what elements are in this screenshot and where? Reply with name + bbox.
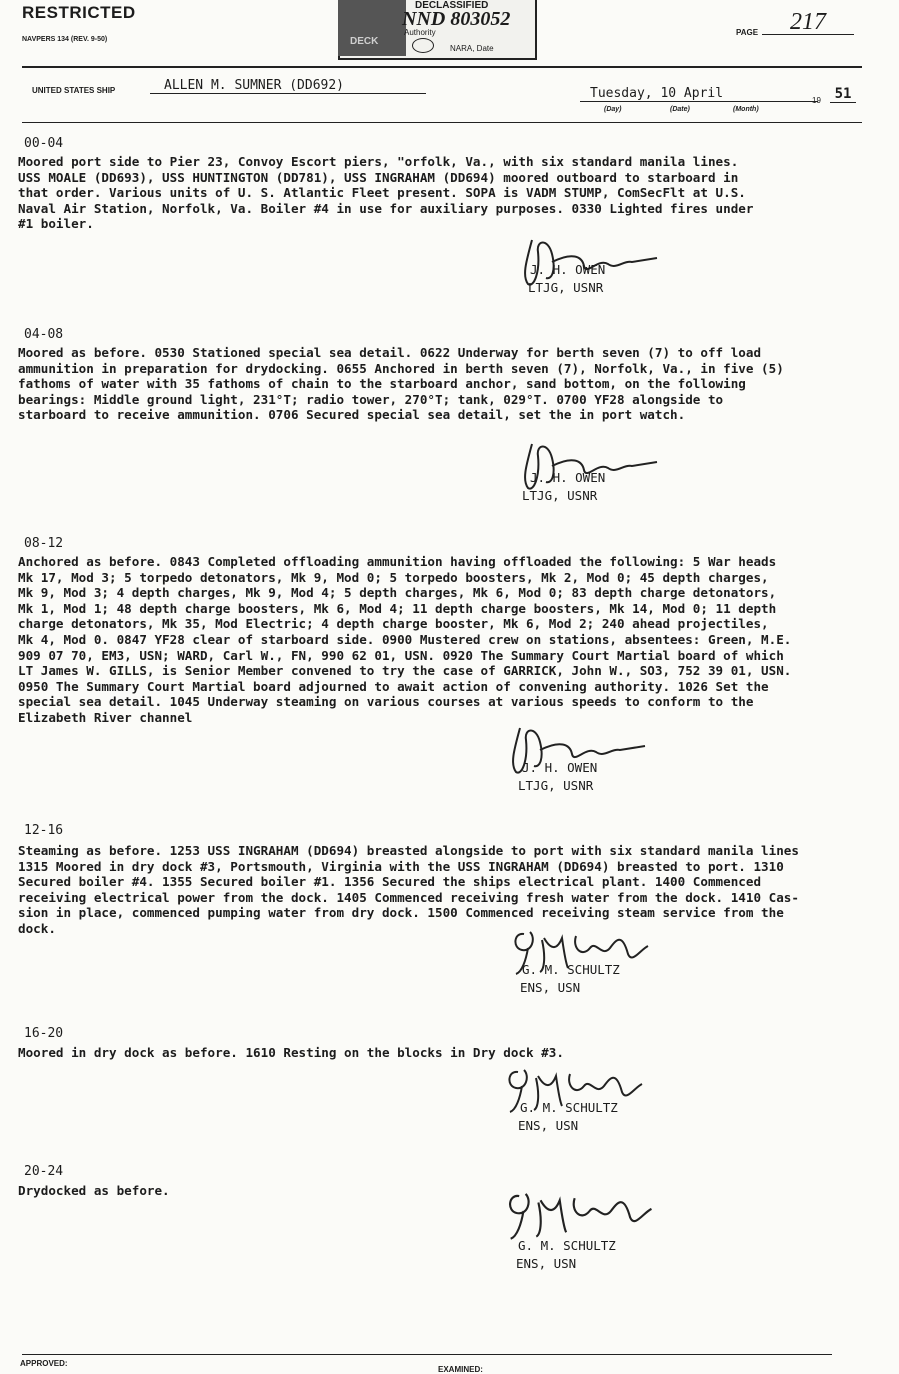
stamp-authority-label: Authority [404,28,436,37]
signer-rank: LTJG, USNR [528,280,604,295]
date-label: (Date) [670,106,690,113]
signer-name: G. M. SCHULTZ [522,962,620,977]
ship-label: UNITED STATES SHIP [32,86,116,95]
signer-name: J. H. OWEN [530,262,606,277]
log-entry-text: Moored as before. 0530 Stationed special sea detail. 0622 Underway for berth seven (7) to off load ammunition in preparation for drydocking. 0655 Anchored in berth seven (7), Norfolk, Va., in five (5) fathoms of water with 35 fathoms of chain to the starboard anchor, sand bottom, on the following bearings: Middle ground light, 231°T; radio tower, 270°T; tank, 029°T. 0700 YF28 alongside to starboard to receive ammunition. 0706 Secured special sea detail, set the in port watch. [18,345,784,423]
signer-name: J. H. OWEN [530,470,606,485]
approved-label: APPROVED: [20,1359,68,1368]
restricted-marking: RESTRICTED [22,3,136,22]
watch-label: 20-24 [24,1164,64,1179]
stamp-dark-block [338,0,406,56]
stamp-authority-number: NND 803052 [402,8,511,30]
signer-rank: ENS, USN [520,980,581,995]
day-label: (Day) [604,106,622,113]
log-entry-text: Moored port side to Pier 23, Convoy Escort piers, "orfolk, Va., with six standard manila lines. USS MOALE (DD693), USS HUNTINGTON (DD781), USS INGRAHAM (DD694) moored outboard to starboard in that order. Various units of U. S. Atlantic Fleet present. SOPA is VADM STUMP, ComSecFlt at U.S. Naval Air Station, Norfolk, Va. Boiler #4 in use for auxiliary purposes. 0330 Lighted fires under #1 boiler. [18,154,754,232]
signer-name: J. H. OWEN [522,760,598,775]
signer-rank: ENS, USN [516,1256,577,1271]
ship-name: ALLEN M. SUMNER (DD692) [150,78,426,94]
header-bottom-rule [22,122,862,123]
year-prefix: 19 [812,96,821,105]
page-number: 217 [762,10,854,35]
log-entry-text: Drydocked as before. [18,1183,170,1198]
form-number: NAVPERS 134 (REV. 9-50) [22,36,108,43]
stamp-dark-text: DECK [350,36,379,47]
footer-rule [22,1354,832,1355]
signer-name: G. M. SCHULTZ [518,1238,616,1253]
examined-label: EXAMINED: [438,1365,483,1374]
watch-label: 04-08 [24,327,64,342]
stamp-nara-date: NARA, Date [450,44,494,53]
stamp-initials-seal [412,38,434,53]
signer-rank: LTJG, USNR [522,488,598,503]
log-entry-text: Moored in dry dock as before. 1610 Resting on the blocks in Dry dock #3. [18,1045,564,1060]
log-entry-text: Steaming as before. 1253 USS INGRAHAM (DD694) breasted alongside to port with six standard manila lines 1315 Moored in dry dock #3, Portsmouth, Virginia with the USS INGRAHAM (DD694) breasted to port. 1310 Secured boiler #4. 1355 Secured boiler #1. 1356 Secured the ships electrical plant. 1400 Commenced receiving electrical power from the dock. 1405 Commenced receiving fresh water from the dock. 1410 Cas- sion in place, commenced pumping water from dry dock. 1500 Commenced receiving steam service from the dock. [18,843,799,936]
watch-label: 08-12 [24,536,64,551]
watch-label: 12-16 [24,823,64,838]
signature-schultz-3 [500,1178,660,1244]
month-label: (Month) [733,106,759,113]
watch-label: 16-20 [24,1026,64,1041]
stamp-declassified: DECLASSIFIED [415,0,489,11]
signer-rank: LTJG, USNR [518,778,594,793]
signer-name: G. M. SCHULTZ [520,1100,618,1115]
page-label: PAGE [736,28,759,37]
log-entry-text: Anchored as before. 0843 Completed offloading ammunition having offloaded the following: 5 War heads Mk 17, Mod 3; 5 torpedo detonators, Mk 9, Mod 0; 5 torpedo boosters, Mk 2, Mod 0; 45 depth charges, Mk 9, Mod 3; 4 depth charges, Mk 9, Mod 4; 5 depth charges, Mk 6, Mod 0; 83 depth charge detonators, Mk 1, Mod 1; 48 depth charge boosters, Mk 6, Mod 4; 11 depth charge boosters, Mk 14, Mod 0; 11 depth charge detonators, Mk 35, Mod Electric; 4 depth charge booster, Mk 6, Mod 2; 240 ahead projectiles, Mk 4, Mod 0. 0847 YF28 clear of starboard side. 0900 Mustered crew on stations, absentees: Green, M.E. 909 07 70, EM3, USN; WARD, Carl W., FN, 990 62 01, USN. 0920 The Summary Court Martial board of which LT James W. GILLS, is Senior Member convened to try the case of GARRICK, John W., SO3, 752 39 01, USN. 0950 The Summary Court Martial board adjourned to await action of convening authority. 1026 Set the special sea detail. 1045 Underway steaming on various courses at various speeds to conform to the Elizabeth River channel [18,554,792,725]
header-rule [22,66,862,68]
signer-rank: ENS, USN [518,1118,579,1133]
year-value: 51 [830,86,856,103]
signature-owen-2 [512,436,662,496]
log-date: Tuesday, 10 April [580,86,818,102]
watch-label: 00-04 [24,136,64,151]
